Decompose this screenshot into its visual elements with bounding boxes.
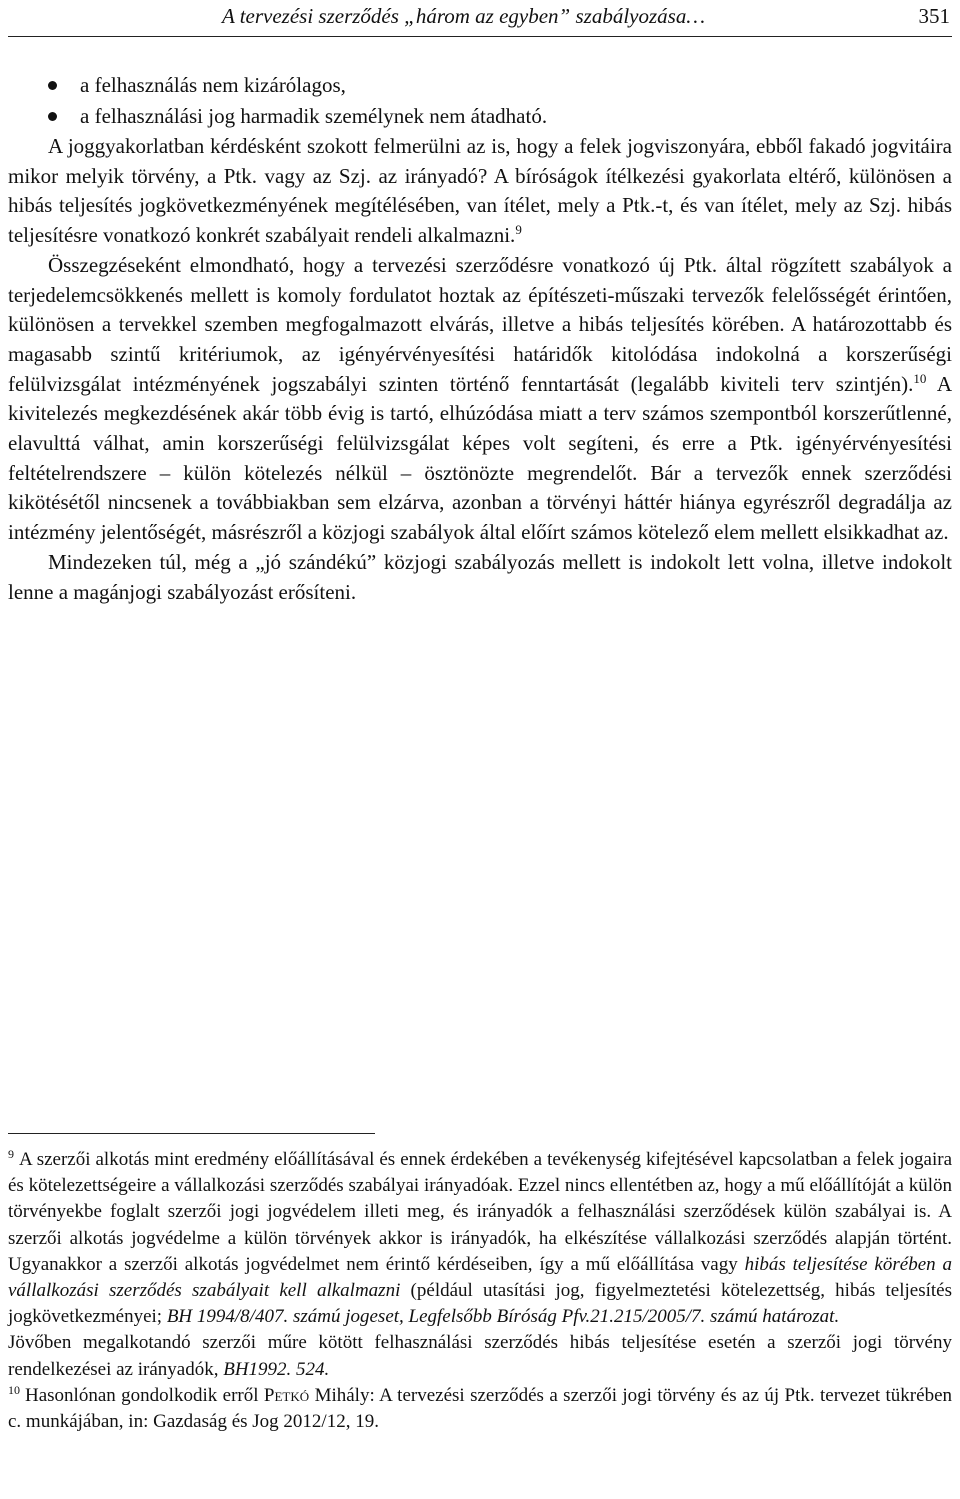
footnote-9: [8, 1147, 952, 1330]
list-item-text: a felhasználási jog harmadik személynek nem átadható.: [80, 104, 548, 128]
paragraph: [8, 132, 952, 251]
footnote-text: A szerzői alkotás mint eredmény előállításával és ennek érdekében a tevékenység kifejtésével kapcsolatban a felek jogaira és kötelezettségeire a vállalkozási szerződés szabályai irányadóak. Ezzel nincs ellentétben az, hogy a mű előállítóját a külön törvényekbe foglalt szerzői jogi jogvédelem illeti meg, és irányadók a felhasználási szerződések külön szabályai is. A szerzői alkotás jogvédelme a külön törvények akkor is irányadók, ha elkészítése vállalkozási szerződés alapján történt. Ugyanakkor a szerzői alkotás jogvédelmet nem érintő kérdéseiben, így a mű előállítása vagy: [8, 1149, 952, 1275]
footnote-number: 9: [8, 1147, 14, 1161]
footnote-citation: BH1992. 524.: [223, 1358, 330, 1380]
footnote-text: (például utasítási jog, figyelmeztetési kötelezettség, hibás teljesítés jogkövetkezményei;: [8, 1280, 952, 1328]
list-item: [8, 70, 547, 101]
list-item: [8, 101, 547, 132]
bullet-list: [8, 70, 547, 132]
paragraph-text: A kivitelezés megkezdésének akár több évig is tartó, elhúzódása miatt a terv számos szempontból korszerűtlenné, elavulttá válhat, amin korszerűségi felülvizsgálat képes volt segíteni, és erre a Ptk. igényérvényesítési feltételrendszere – külön kötelezés nélkül – ösztönözte megrendelőt. Bár a tervezők ennek szerződési kikötésétől nincsenek a továbbiakban sem elzárva, azonban a törvényi háttér hiánya egyrészről degradálja az intézmény jelentőségét, másrészről a közjogi szabályok által előírt számos kötelező elem mellett elsikkadhat az.: [8, 371, 952, 545]
footnote-9-continued: [8, 1330, 952, 1382]
page-header: [8, 0, 952, 37]
list-item-text: a felhasználás nem kizárólagos,: [80, 73, 346, 97]
paragraph-text: Összegzéseként elmondható, hogy a tervezési szerződésre vonatkozó új Ptk. által rögzített szabályok a terjedelemcsökkenés mellett is komoly fordulatot hoztak az építészeti-műszaki tervezők felelősségét érintően, különösen a tervekkel szemben megfogalmazott elvárás, illetve a hibás teljesítés körében. A határozottabb és magasabb szintű kritériumok, az igényérvényesítési határidők kitolódása indokolná a korszerűségi felülvizsgálat intézményének jogszabályi szinten történő fenntartását (legalább kiviteli terv szintjén).: [8, 252, 952, 396]
footnote-citation: BH 1994/8/407. számú jogeset, Legfelsőbb Bíróság Pfv.21.215/2005/7. számú határozat.: [166, 1306, 840, 1328]
footnote-ref-10[interactable]: 10: [913, 370, 927, 386]
footnotes: [8, 1147, 952, 1435]
page-number: 351: [918, 4, 950, 28]
footnote-author: Petkó: [263, 1384, 310, 1406]
paragraph-text: Mindezeken túl, még a „jó szándékú” közjogi szabályozás mellett is indokolt lett volna, illetve indokolt lenne a magánjogi szabályozást erősíteni.: [8, 549, 952, 604]
footnote-text: Mihály: A tervezési szerződés a szerzői jogi törvény és az új Ptk. tervezet tükrében c. munkájában, in: Gazdaság és Jog 2012/12, 19.: [8, 1384, 953, 1433]
bullet-icon: [48, 112, 57, 121]
footnote-text: Hasonlónan gondolkodik erről: [25, 1384, 264, 1406]
footnote-ref-9[interactable]: 9: [515, 222, 522, 238]
footnote-divider: [8, 1133, 375, 1134]
running-title: A tervezési szerződés „három az egyben” szabályozása…: [222, 4, 705, 28]
paragraph-text: A joggyakorlatban kérdésként szokott felmerülni az is, hogy a felek jogviszonyára, ebből fakadó jogvitáira mikor melyik törvény, a Ptk. vagy az Szj. az irányadó? A bíróságok ítélkezési gyakorlata eltérő, különösen a hibás teljesítés jogkövetkezményének megítélésében, van ítélet, mely a Ptk.-t, és van ítélet, mely az Szj. hibás teljesítésre vonatkozó konkrét szabályait rendeli alkalmazni.: [8, 134, 952, 248]
footnote-number: 10: [8, 1382, 20, 1397]
paragraph: [8, 251, 952, 548]
footnote-10: [8, 1383, 952, 1435]
paragraph: [8, 548, 952, 607]
footnote-text: Jövőben megalkotandó szerzői műre kötött felhasználási szerződés hibás teljesítése esetén a szerzői jogi törvény rendelkezései az irányadók,: [8, 1332, 952, 1380]
body-text: [8, 132, 952, 607]
bullet-icon: [48, 81, 57, 90]
footnote-italic-text: hibás teljesítése körében a vállalkozási szerződés szabályait kell alkalmazni: [8, 1253, 952, 1302]
